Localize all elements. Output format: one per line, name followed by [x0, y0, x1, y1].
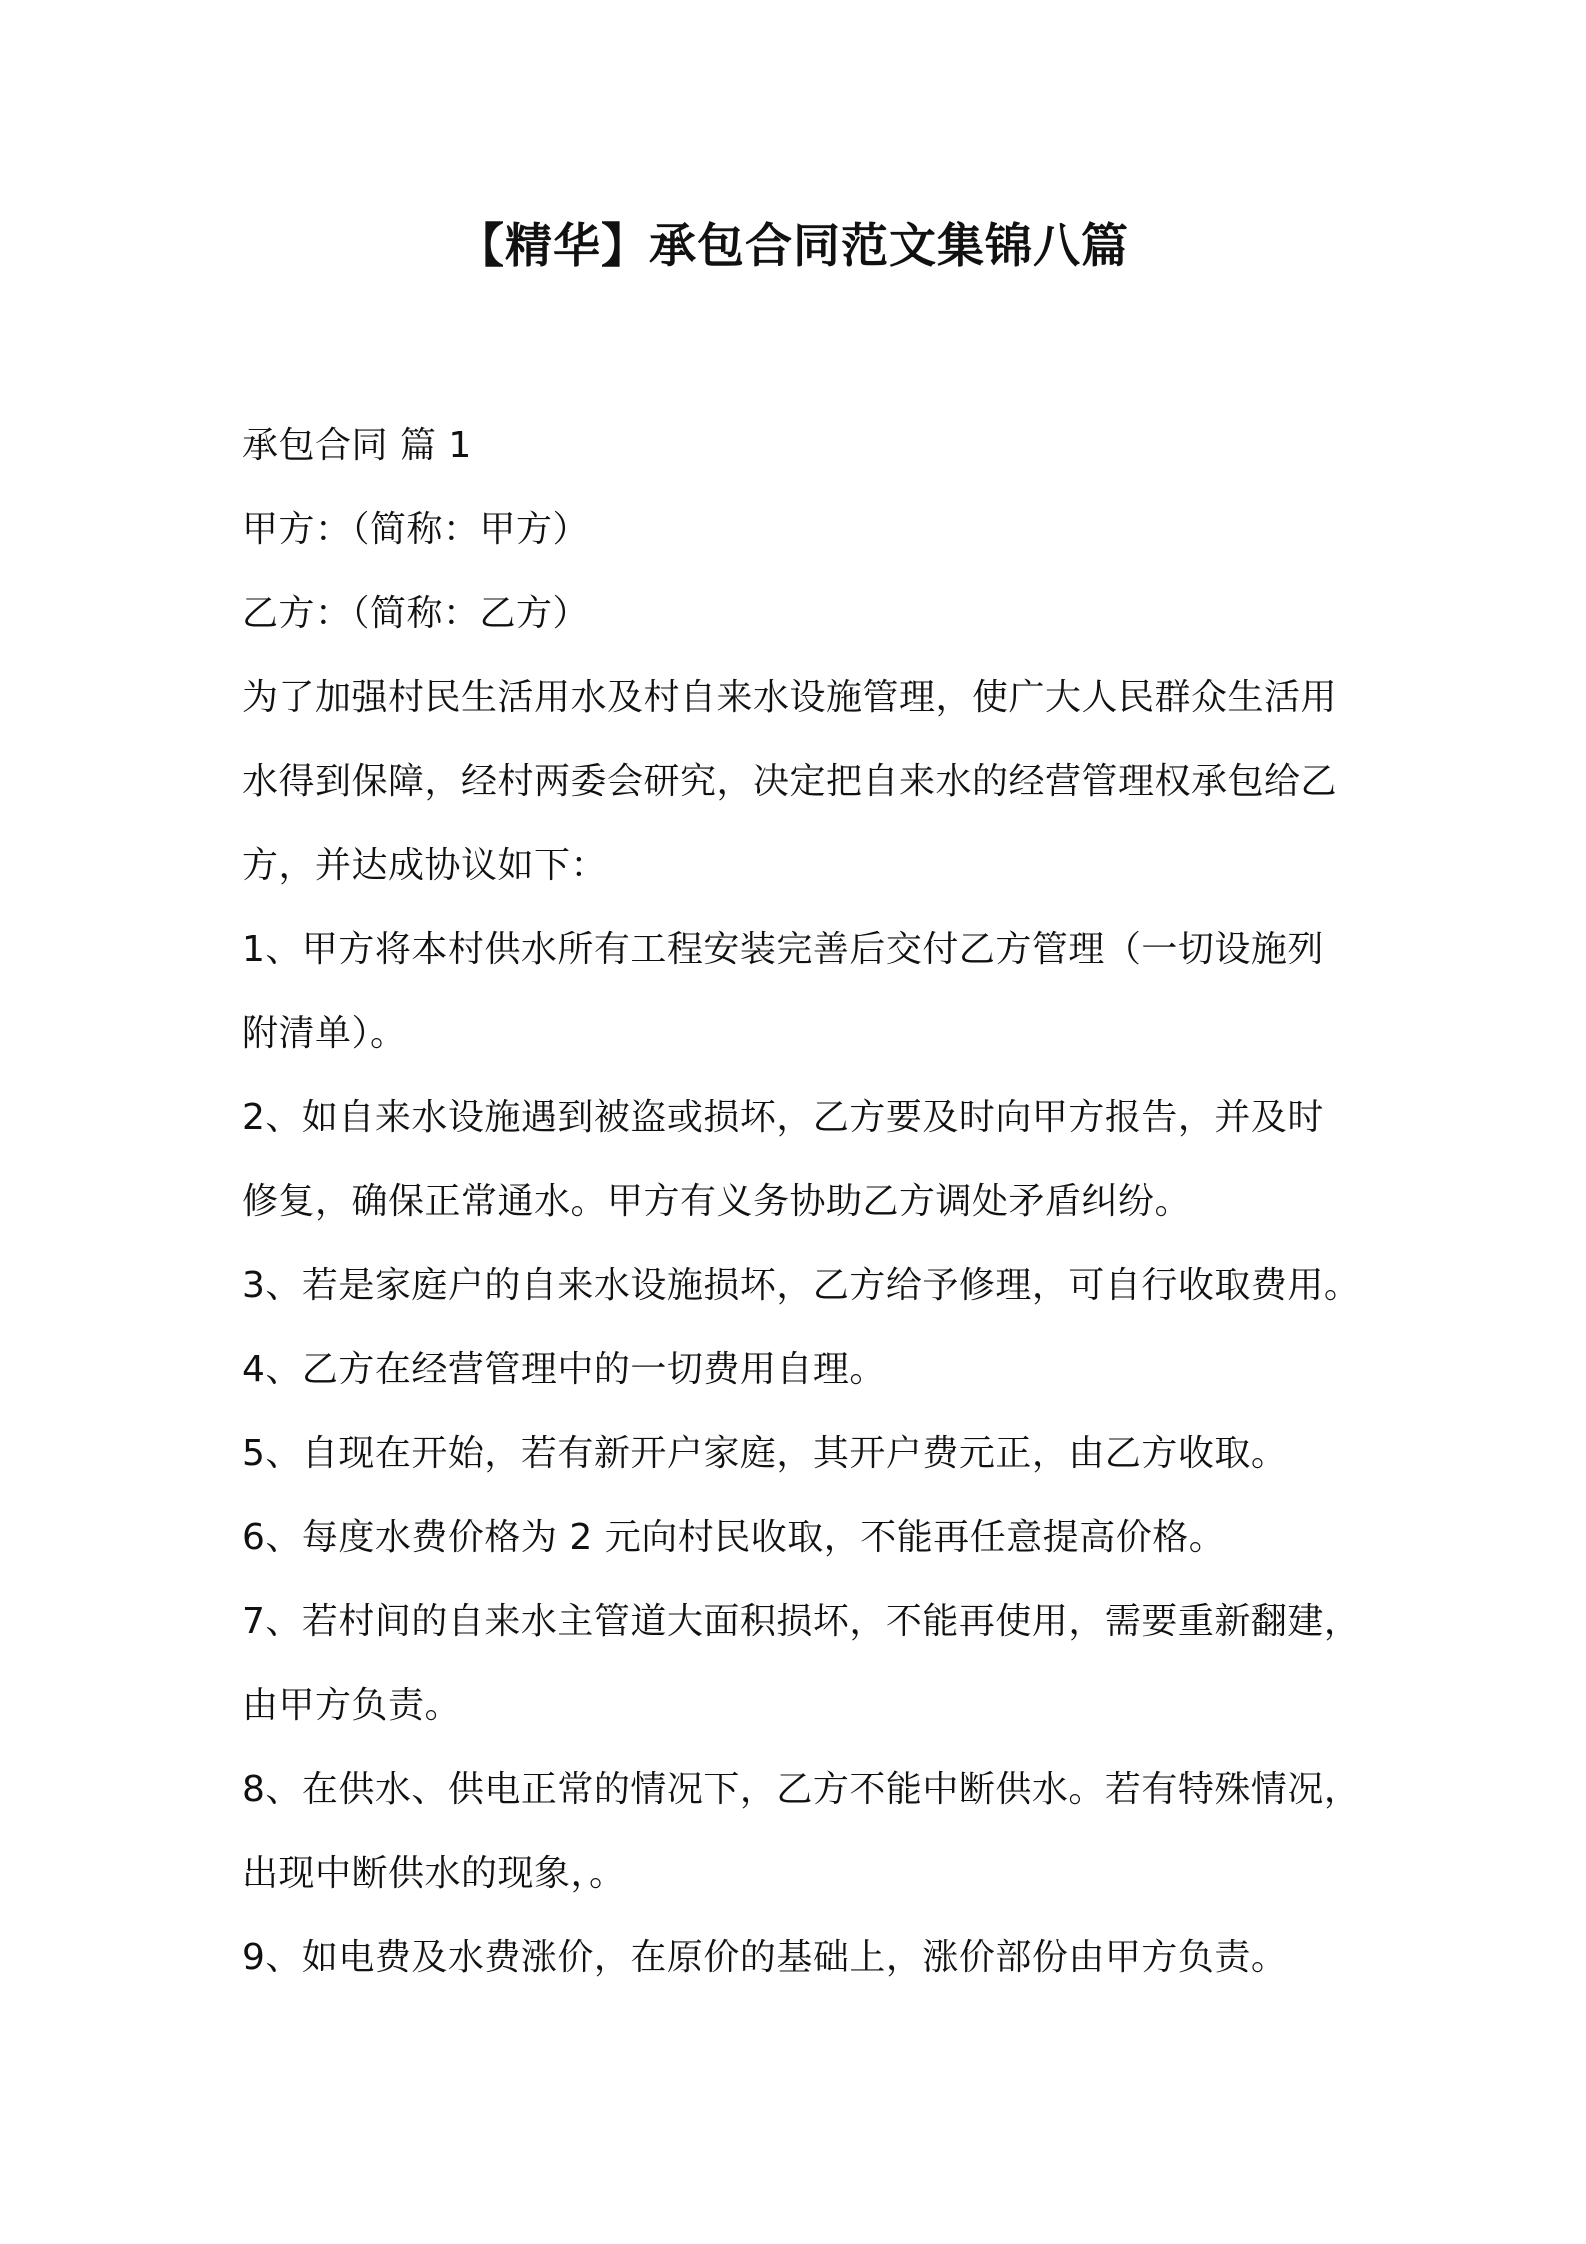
- clause-9-line: 9、如电费及水费涨价，在原价的基础上，涨价部份由甲方负责。: [242, 1937, 1288, 1978]
- clause-3-line: 3、若是家庭户的自来水设施损坏，乙方给予修理，可自行收取费用。: [242, 1265, 1361, 1306]
- party-a-line: 甲方：（简称：甲方）: [242, 509, 590, 550]
- clause-2-line: 修复，确保正常通水。甲方有义务协助乙方调处矛盾纠纷。: [242, 1181, 1192, 1222]
- preamble-line: 为了加强村民生活用水及村自来水设施管理，使广大人民群众生活用: [242, 677, 1338, 718]
- clause-6-line: 6、每度水费价格为 2 元向村民收取，不能再任意提高价格。: [242, 1517, 1226, 1558]
- clause-5-line: 5、自现在开始，若有新开户家庭，其开户费元正，由乙方收取。: [242, 1433, 1288, 1474]
- clause-4-line: 4、乙方在经营管理中的一切费用自理。: [242, 1349, 886, 1390]
- clause-7-line: 7、若村间的自来水主管道大面积损坏，不能再使用，需要重新翻建，: [242, 1601, 1361, 1642]
- clause-8-line: 出现中断供水的现象，。: [242, 1853, 626, 1894]
- document-title: 【精华】承包合同范文集锦八篇: [457, 219, 1129, 274]
- clause-1-line: 1、甲方将本村供水所有工程安装完善后交付乙方管理（一切设施列: [242, 929, 1324, 970]
- party-b-line: 乙方：（简称：乙方）: [242, 593, 590, 634]
- clause-2-line: 2、如自来水设施遇到被盗或损坏，乙方要及时向甲方报告，并及时: [242, 1097, 1324, 1138]
- document-body: [242, 404, 1382, 2000]
- preamble-line: 方，并达成协议如下：: [242, 845, 608, 886]
- clause-8-line: 8、在供水、供电正常的情况下，乙方不能中断供水。若有特殊情况，: [242, 1769, 1361, 1810]
- clause-1-line: 附清单）。: [242, 1013, 407, 1054]
- preamble-line: 水得到保障，经村两委会研究，决定把自来水的经营管理权承包给乙: [242, 761, 1338, 802]
- section-heading: 承包合同 篇 1: [242, 425, 472, 466]
- clause-7-line: 由甲方负责。: [242, 1685, 462, 1726]
